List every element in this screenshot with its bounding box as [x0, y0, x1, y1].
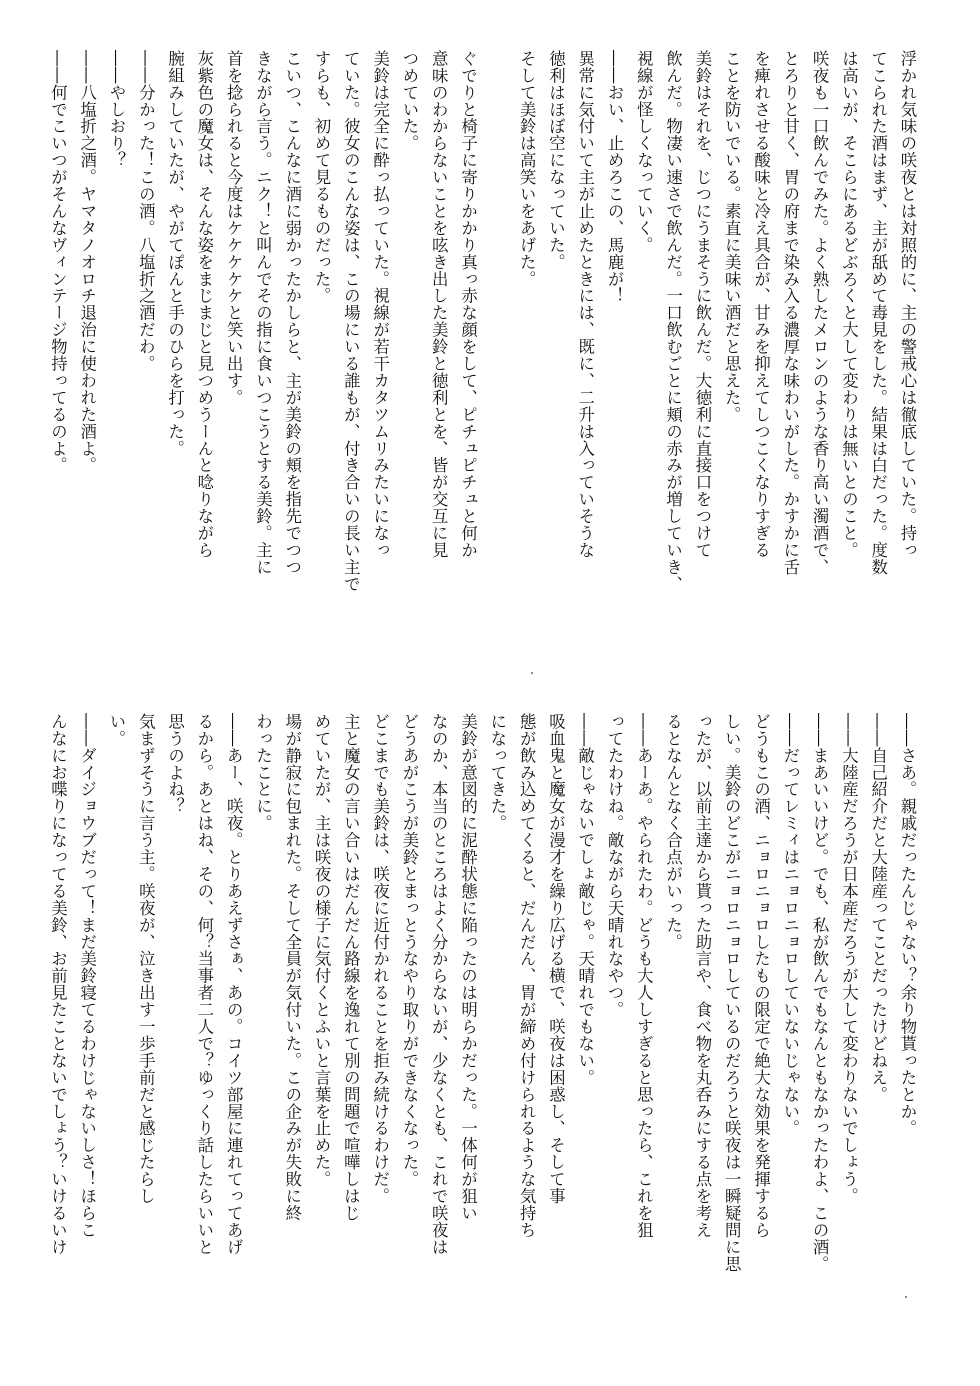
text-line: ――分かった！この酒。八塩折之酒だわ。: [136, 50, 156, 373]
text-line: んなにお喋りになってる美鈴、お前見たことないでしょう？いけるいけ: [48, 713, 68, 1256]
text-line: ――やしおり？: [106, 50, 126, 169]
text-line: 首を捻られると今度はケケケケケと笑い出す。: [224, 50, 244, 406]
text-line: てこられた酒はまず、主が舐めて毒見をした。結果は白だった。度数: [868, 50, 888, 576]
scan-speck: [905, 1296, 907, 1298]
text-line: とろりと甘く、胃の府まで染み入る濃厚な味わいがした。かすかに舌: [780, 50, 800, 576]
text-line: は高いが、そこらにあるどぶろくと大して変わりは無いとのこと。: [839, 50, 859, 559]
text-line: ――敵じゃないでしょ敵じゃ。天晴れでもない。: [575, 713, 595, 1086]
text-line: ――さあ。親戚だったんじゃない？余り物貰ったとか。: [898, 713, 917, 1137]
text-line: ことを防いでいる。素直に美味い酒だと思えた。: [722, 50, 742, 423]
text-line: ってたわけね。敵ながら天晴れなやつ。: [605, 713, 625, 1019]
text-line: どこまでも美鈴は、咲夜に近付かれることを拒み続けるわけだ。: [370, 713, 390, 1205]
text-line: 意味のわからないことを呟き出した美鈴と徳利とを、皆が交互に見: [429, 50, 449, 559]
text-line: になってきた。: [487, 713, 507, 832]
scan-speck: [531, 672, 533, 674]
text-line: 浮かれ気味の咲夜とは対照的に、主の警戒心は徹底していた。持っ: [898, 50, 917, 559]
text-line: 気まずそうに言う主。咲夜が、泣き出す一歩手前だと感じたらし: [136, 713, 156, 1205]
text-line: めていたが、主は咲夜の様子に気付くとふいと言葉を止めた。: [312, 713, 332, 1188]
text-line: 美鈴が意図的に泥酔状態に陥ったのは明らかだった。一体何が狙い: [458, 713, 478, 1222]
text-line: ていた。彼女のこんな姿は、この場にいる誰もが、付き合いの長い主で: [341, 50, 361, 593]
text-line: ――自己紹介だと大陸産ってことだったけどねえ。: [868, 713, 888, 1103]
text-line: ――八塩折之酒。ヤマタノオロチ退治に使われた酒よ。: [77, 50, 97, 474]
text-line: 思うのよね？: [165, 713, 185, 815]
text-line: そして美鈴は高笑いをあげた。: [517, 50, 537, 288]
text-line: しい。美鈴のどこがニョロニョロしているのだろうと咲夜は一瞬疑問に思: [722, 713, 742, 1273]
text-line: ――あー、咲夜。とりあえずさぁ、あの。コイツ部屋に連れてってあげ: [224, 713, 244, 1256]
text-line: 場が静寂に包まれた。そして全員が気付いた。この企みが失敗に終: [282, 713, 302, 1222]
text-line: 灰紫色の魔女は、そんな姿をまじまじと見つめうーんと唸りながら: [194, 50, 214, 559]
text-line: るとなんとなく合点がいった。: [663, 713, 683, 951]
text-line: 異常に気付いて主が止めたときには、既に、二升は入っていそうな: [575, 50, 595, 559]
text-line: きながら言う。ニク！と叫んでその指に食いつこうとする美鈴。主に: [253, 50, 273, 576]
text-line: 視線が怪しくなっていく。: [634, 50, 654, 254]
text-line: なのか、本当のところはよく分からないが、少なくとも、これで咲夜は: [429, 713, 449, 1256]
text-line: ――大陸産だろうが日本産だろうが大して変わりないでしょう。: [839, 713, 859, 1205]
text-line: ぐでりと椅子に寄りかかり真っ赤な顔をして、ピチュピチュと何か: [458, 50, 478, 559]
text-line: ったが、以前主達から貰った助言や、食べ物を丸呑みにする点を考え: [692, 713, 712, 1239]
top-text-block: [43, 50, 922, 620]
text-line: ――ダイジョウブだって！まだ美鈴寝てるわけじゃないしさ！ほらこ: [77, 713, 97, 1239]
text-line: 美鈴はそれを、じつにうまそうに飲んだ。大徳利に直接口をつけて: [692, 50, 712, 559]
blank-line: [483, 50, 512, 620]
text-line: 態が飲み込めてくると、だんだん、胃が締め付けられるような気持ち: [517, 713, 537, 1239]
text-line: 咲夜も一口飲んでみた。よく熟したメロンのような香り高い濁酒で、: [810, 50, 830, 576]
text-line: るから。あとはね、その、何？当事者二人で？ゆっくり話したらいいと: [194, 713, 214, 1256]
text-line: すらも、初めて見るものだった。: [312, 50, 332, 305]
text-line: どうあがこうが美鈴とまっとうなやり取りができなくなった。: [399, 713, 419, 1188]
bottom-text-block: [43, 713, 922, 1345]
text-line: を痺れさせる酸味と冷え具合が、甘みを抑えてしつこくなりすぎる: [751, 50, 771, 559]
text-line: 徳利はほぼ空になっていた。: [546, 50, 566, 271]
text-line: ――何でこいつがそんなヴィンテージ物持ってるのよ。: [48, 50, 68, 474]
text-line: ――まあいいけど。でも、私が飲んでもなんともなかったわよ、この酒。: [810, 713, 830, 1273]
text-line: つめていた。: [399, 50, 419, 152]
text-line: わったことに。: [253, 713, 273, 832]
text-line: ――だってレミィはニョロニョロしていないじゃない。: [780, 713, 800, 1137]
text-line: どうもこの酒、ニョロニョロしたもの限定で絶大な効果を発揮するら: [751, 713, 771, 1239]
text-line: 美鈴は完全に酔っ払っていた。視線が若干カタツムリみたいになっ: [370, 50, 390, 559]
text-line: ――おい、止めろこの、馬鹿が！: [605, 50, 625, 305]
text-line: 飲んだ。物凄い速さで飲んだ。一口飲むごとに頬の赤みが増していき、: [663, 50, 683, 593]
text-line: 吸血鬼と魔女が漫才を繰り広げる横で、咲夜は困惑し、そして事: [546, 713, 566, 1205]
text-line: 主と魔女の言い合いはだんだん路線を逸れて別の問題で喧嘩しはじ: [341, 713, 361, 1222]
text-line: こいつ、こんなに酒に弱かったかしらと、主が美鈴の頬を指先でつつ: [282, 50, 302, 576]
text-line: 腕組みしていたが、やがてぽんと手のひらを打った。: [165, 50, 185, 457]
text-line: ――あーあ。やられたわ。どうも大人しすぎると思ったら、これを狙: [634, 713, 654, 1239]
text-line: い。: [106, 713, 126, 747]
